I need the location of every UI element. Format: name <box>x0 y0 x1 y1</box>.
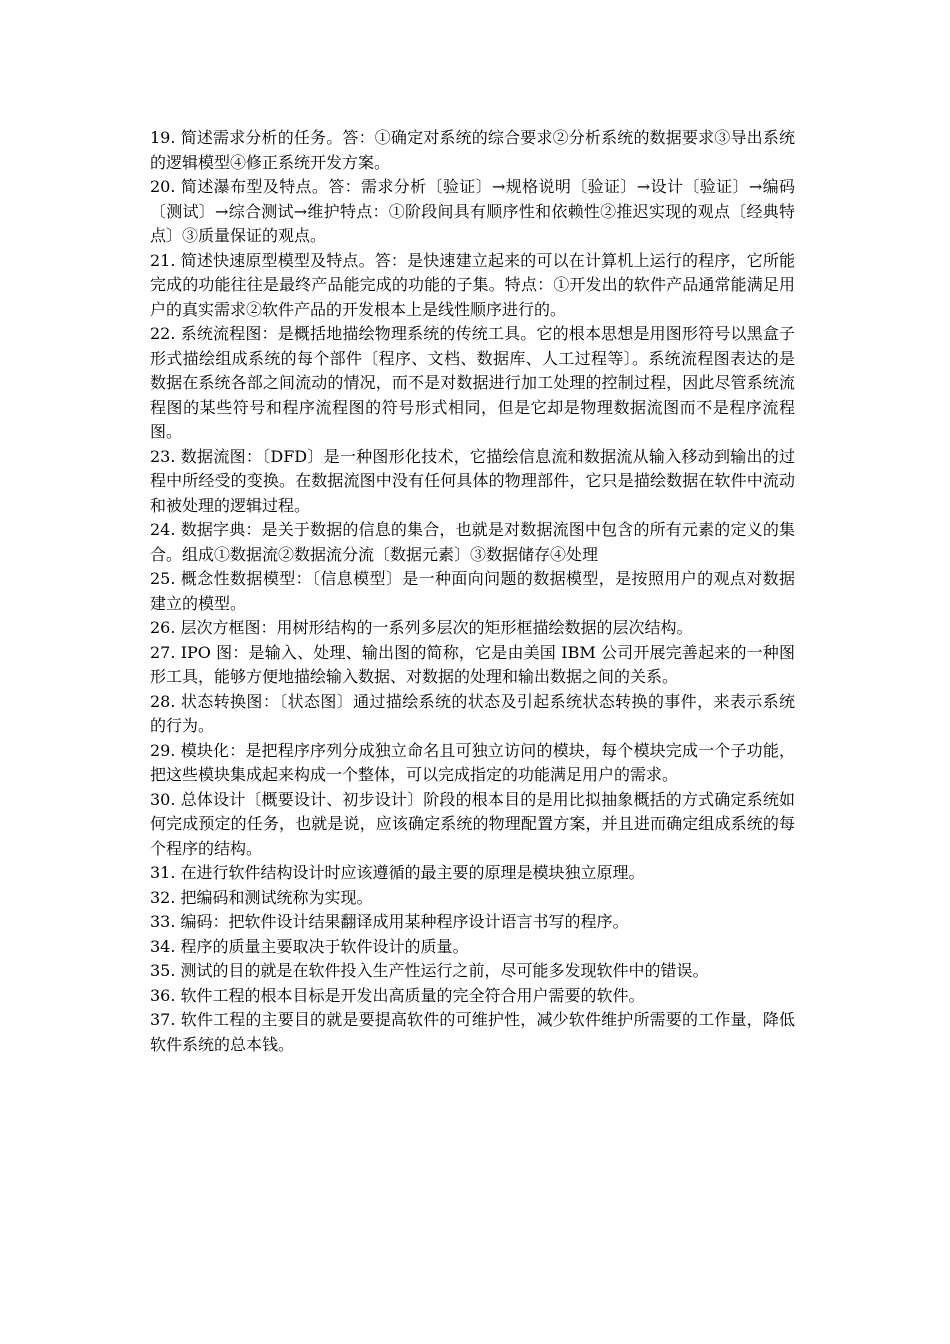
document-body <box>150 126 795 1057</box>
paragraph-25: 25. 概念性数据模型：〔信息模型〕是一种面向问题的数据模型，是按照用户的观点对数据建立的模型。 <box>150 569 795 613</box>
paragraph-28: 28. 状态转换图：〔状态图〕通过描绘系统的状态及引起系统状态转换的事件，来表示系统的行为。 <box>150 691 795 735</box>
paragraph-31: 31. 在进行软件结构设计时应该遵循的最主要的原理是模块独立原理。 <box>150 863 645 882</box>
paragraph-37: 37. 软件工程的主要目的就是要提高软件的可维护性，减少软件维护所需要的工作量，降低软件系统的总本钱。 <box>150 1010 795 1054</box>
paragraph-26: 26. 层次方框图：用树形结构的一系列多层次的矩形框描绘数据的层次结构。 <box>150 618 693 637</box>
paragraph-21: 21. 简述快速原型模型及特点。答：是快速建立起来的可以在计算机上运行的程序，它所能完成的功能往往是最终产品能完成的功能的子集。特点：①开发出的软件产品通常能满足用户的真实需求②软件产品的开发根本上是线性顺序进行的。 <box>150 250 795 319</box>
paragraph-24: 24. 数据字典：是关于数据的信息的集合，也就是对数据流图中包含的所有元素的定义的集合。组成①数据流②数据流分流〔数据元素〕③数据储存④处理 <box>150 520 795 564</box>
paragraph-35: 35. 测试的目的就是在软件投入生产性运行之前，尽可能多发现软件中的错误。 <box>150 961 709 980</box>
paragraph-33: 33. 编码：把软件设计结果翻译成用某种程序设计语言书写的程序。 <box>150 912 629 931</box>
paragraph-27: 27. IPO 图：是输入、处理、输出图的简称，它是由美国 IBM 公司开展完善起来的一种图形工具，能够方便地描绘输入数据、对数据的处理和输出数据之间的关系。 <box>150 642 795 686</box>
paragraph-22: 22. 系统流程图：是概括地描绘物理系统的传统工具。它的根本思想是用图形符号以黑盒子形式描绘组成系统的每个部件〔程序、文档、数据库、人工过程等〕。系统流程图表达的是数据在系统各部之间流动的情况，而不是对数据进行加工处理的控制过程，因此尽管系统流程图的某些符号和程序流程图的符号形式相同，但是它却是物理数据流图而不是程序流程图。 <box>150 324 795 441</box>
paragraph-19: 19. 简述需求分析的任务。答：①确定对系统的综合要求②分析系统的数据要求③导出系统的逻辑模型④修正系统开发方案。 <box>150 128 795 172</box>
paragraph-34: 34. 程序的质量主要取决于软件设计的质量。 <box>150 936 469 956</box>
paragraph-30: 30. 总体设计〔概要设计、初步设计〕阶段的根本目的是用比拟抽象概括的方式确定系统如何完成预定的任务，也就是说，应该确定系统的物理配置方案，并且进而确定组成系统的每个程序的结构。 <box>150 789 795 858</box>
paragraph-32: 32. 把编码和测试统称为实现。 <box>150 887 373 907</box>
paragraph-29: 29. 模块化：是把程序序列分成独立命名且可独立访问的模块，每个模块完成一个子功能，把这些模块集成起来构成一个整体，可以完成指定的功能满足用户的需求。 <box>150 740 795 784</box>
paragraph-36: 36. 软件工程的根本目标是开发出高质量的完全符合用户需要的软件。 <box>150 985 645 1005</box>
paragraph-23: 23. 数据流图：〔DFD〕是一种图形化技术，它描绘信息流和数据流从输入移动到输出的过程中所经受的变换。在数据流图中没有任何具体的物理部件，它只是描绘数据在软件中流动和被处理的逻辑过程。 <box>150 446 795 515</box>
paragraph-20: 20. 简述瀑布型及特点。答：需求分析〔验证〕→规格说明〔验证〕→设计〔验证〕→编码〔测试〕→综合测试→维护特点：①阶段间具有顺序性和依赖性②推迟实现的观点〔经典特点〕③质量保证的观点。 <box>150 177 795 245</box>
